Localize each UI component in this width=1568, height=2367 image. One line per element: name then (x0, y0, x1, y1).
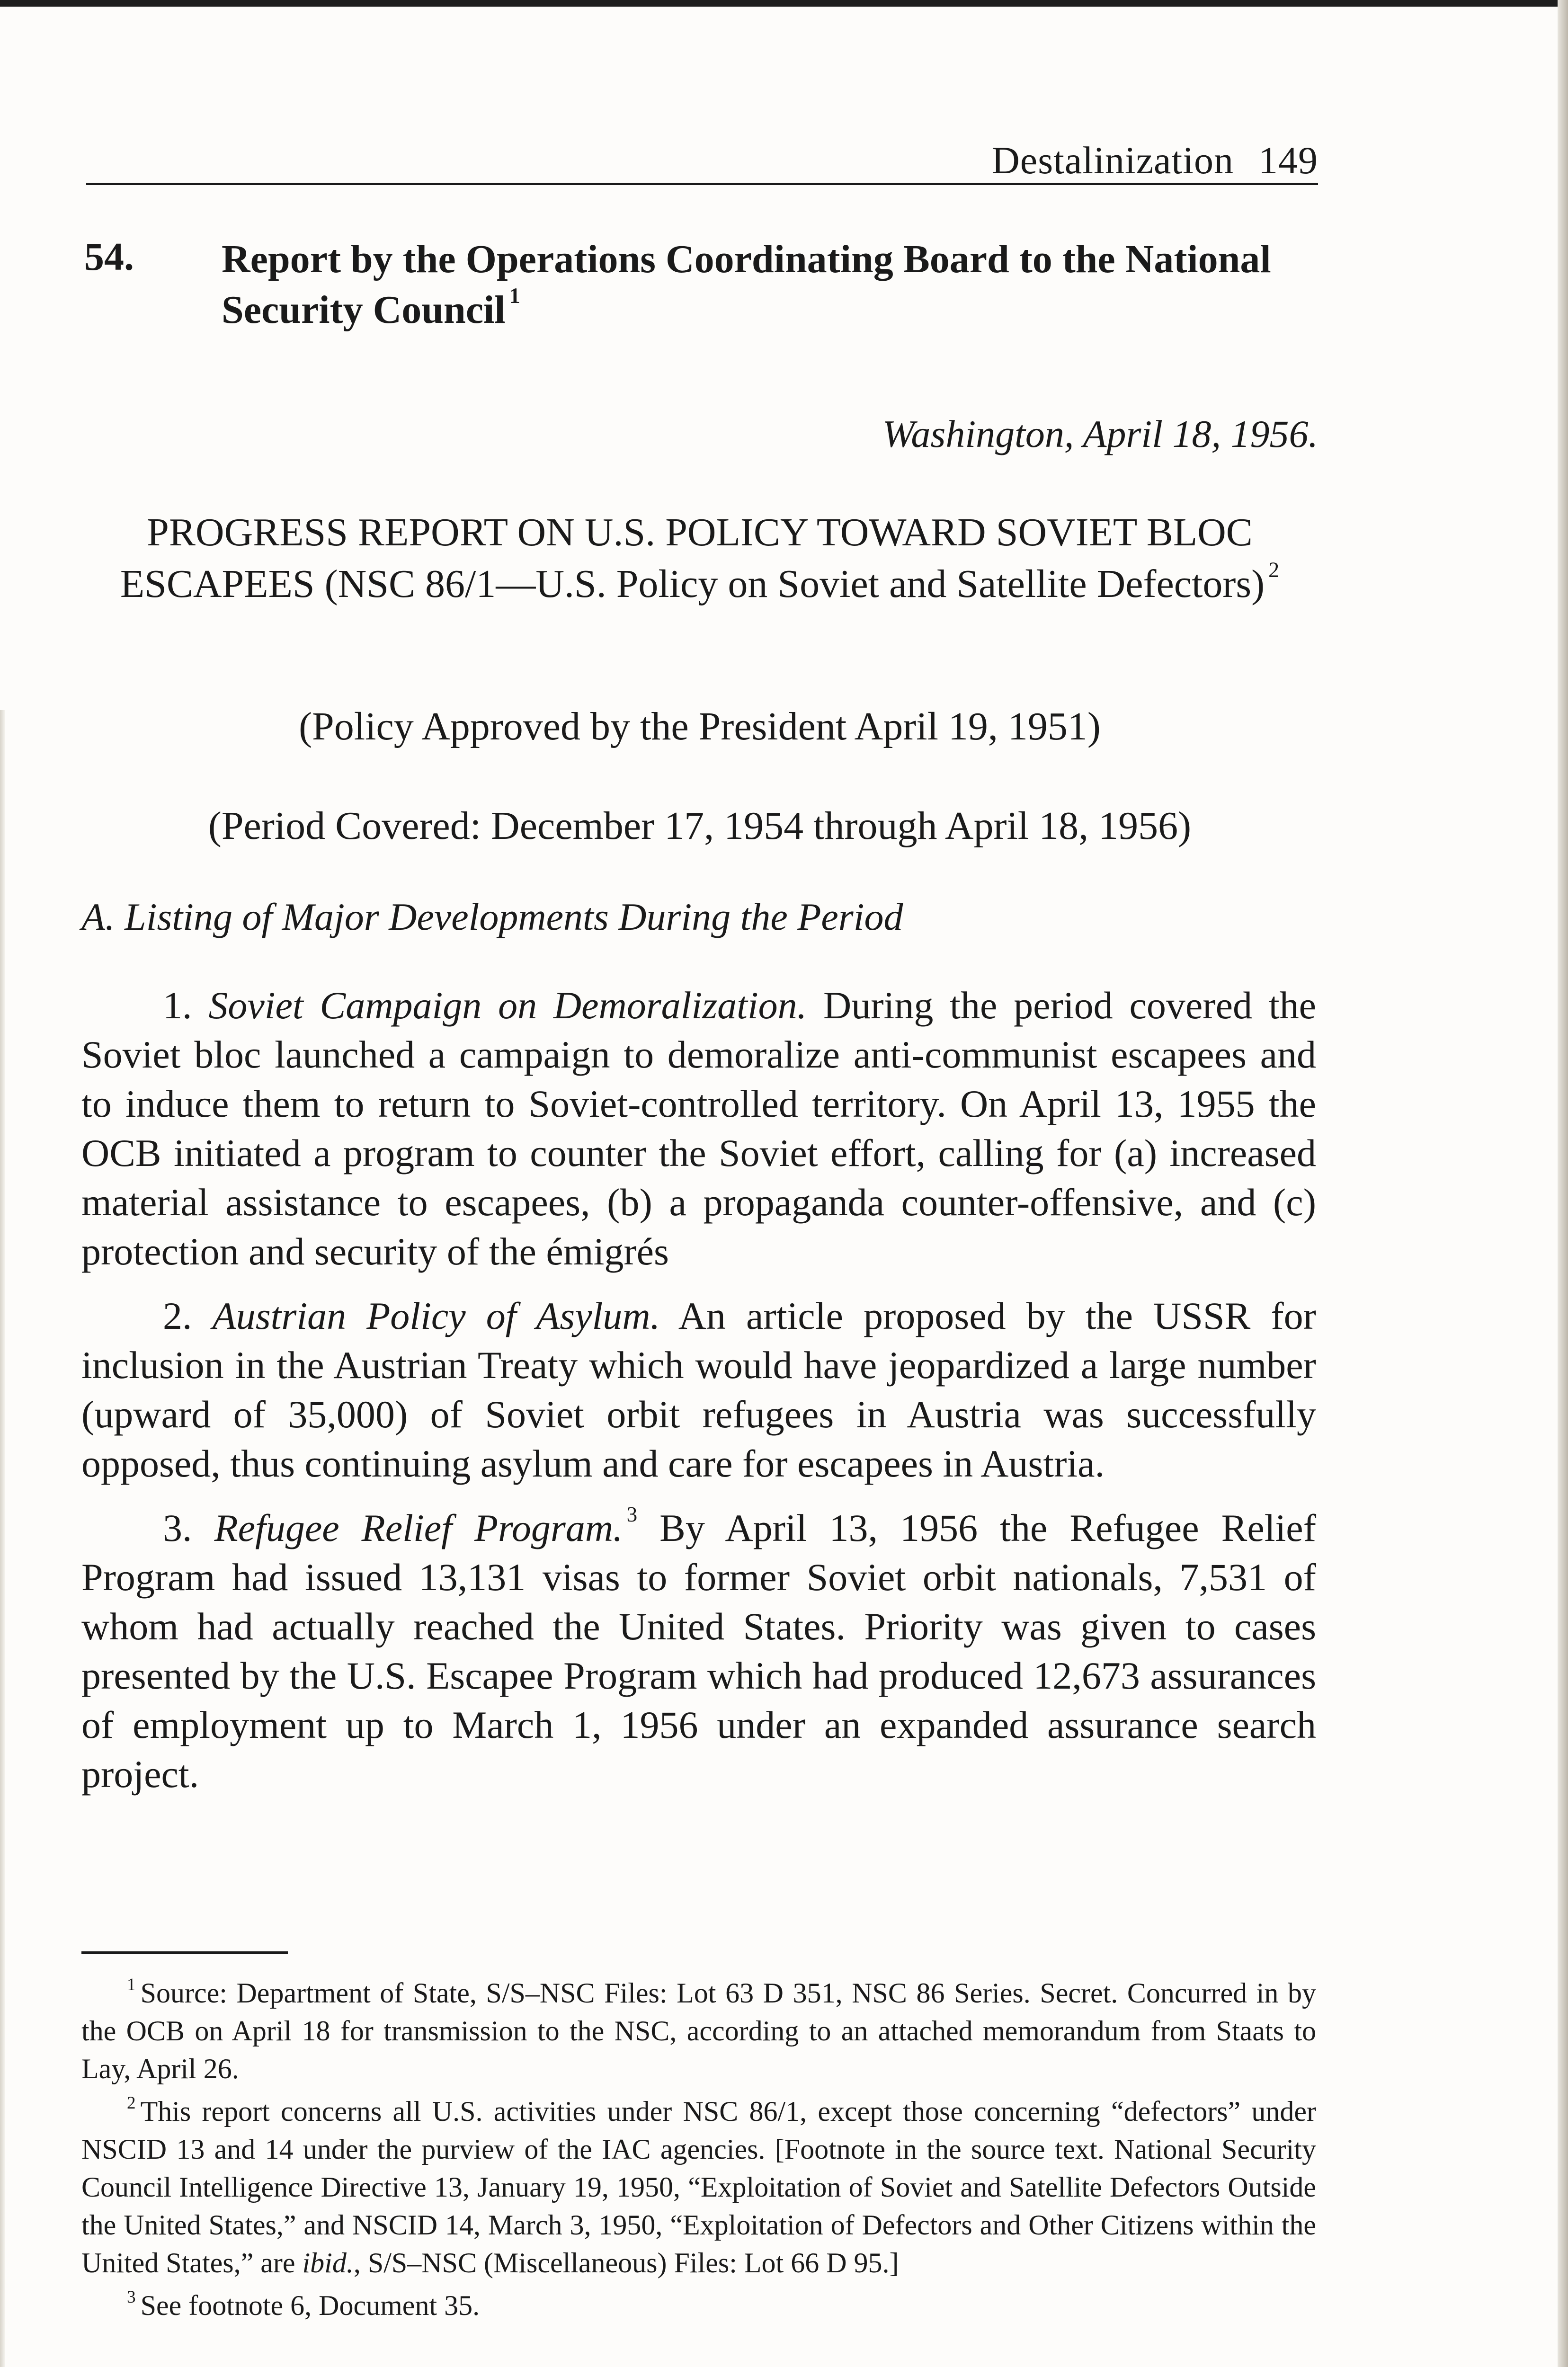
document-title (222, 234, 1287, 335)
footnote-text-after: , S/S–NSC (Miscellaneous) Files: Lot 66 D 95.] (353, 2247, 899, 2278)
paragraph-3 (81, 1504, 1316, 1799)
footnotes (81, 1974, 1316, 2329)
footnote-marker: 3 (127, 2287, 136, 2307)
report-title (81, 507, 1318, 610)
footnote-ref: 3 (626, 1503, 638, 1527)
paragraph-number: 2. (163, 1294, 192, 1337)
paragraph-text: By April 13, 1956 the Refugee Relief Program had issued 13,131 visas to former Soviet orbit nationals, 7,531 of whom had actually reached the United States. Priority was given to cases presented by the U.S. Escapee Program which had produced 12,673 assurances of employment up to March 1, 1956 under an expanded assurance search project. (81, 1506, 1317, 1796)
footnote-text: See footnote 6, Document 35. (140, 2290, 480, 2321)
footnote-marker: 2 (127, 2093, 136, 2113)
footnote-marker: 1 (127, 1975, 136, 1994)
page-right-edge (1558, 0, 1568, 2367)
header-rule (86, 183, 1318, 185)
footnote-rule (81, 1951, 288, 1954)
paragraph-number: 3. (163, 1506, 192, 1549)
footnote-3 (81, 2287, 1316, 2324)
footnote-text: Source: Department of State, S/S–NSC Files: Lot 63 D 351, NSC 86 Series. Secret. Concurred in by the OCB on April 18 for transmission to the NSC, according to an attached memorandum from Staats to Lay, April 26. (81, 1977, 1316, 2084)
paragraph-text: During the period covered the Soviet bloc launched a campaign to demoralize anti-communist escapees and to induce them to return to Soviet-controlled territory. On April 13, 1955 the OCB initiated a program to counter the Soviet effort, calling for (a) increased material assistance to escapees, (b) a propaganda counter-offensive, and (c) protection and security of the émigrés (81, 984, 1317, 1273)
running-head-section: Destalinization (991, 139, 1234, 182)
paragraph-2 (81, 1291, 1316, 1488)
document-number: 54. (84, 235, 134, 279)
footnote-1 (81, 1974, 1316, 2088)
section-heading: A. Listing of Major Developments During the Period (81, 895, 903, 938)
document-title-text: Report by the Operations Coordinating Board to the National Security Council (222, 237, 1271, 332)
policy-approved-line: (Policy Approved by the President April 19, 1951) (299, 704, 1101, 748)
document-page (81, 0, 1318, 2367)
footnote-ref: 1 (509, 284, 520, 308)
page-number: 149 (1258, 139, 1318, 182)
body-text (81, 981, 1316, 1814)
paragraph-heading: Soviet Campaign on Demoralization. (208, 984, 807, 1027)
period-covered-line: (Period Covered: December 17, 1954 through April 18, 1956) (208, 804, 1192, 848)
page-left-edge (0, 710, 5, 2367)
paragraph-heading: Austrian Policy of Asylum. (212, 1294, 660, 1337)
footnote-2 (81, 2092, 1316, 2282)
footnote-text: This report concerns all U.S. activities under NSC 86/1, except those concerning “defectors” under NSCID 13 and 14 under the purview of the IAC agencies. [Footnote in the source text. National Security Council Intelligence Directive 13, January 19, 1950, “Exploitation of Soviet and Satellite Defectors Outside the United States,” and NSCID 14, March 3, 1950, “Exploitation of Defectors and Other Citizens within the United States,” are (81, 2096, 1316, 2278)
paragraph-number: 1. (163, 984, 192, 1027)
running-head (992, 138, 1318, 183)
dateline: Washington, April 18, 1956. (882, 412, 1318, 455)
paragraph-1 (81, 981, 1316, 1276)
footnote-italic: ibid. (302, 2247, 354, 2278)
report-title-text: PROGRESS REPORT ON U.S. POLICY TOWARD SOVIET BLOC ESCAPEES (NSC 86/1—U.S. Policy on Soviet and Satellite Defectors) (120, 510, 1265, 606)
paragraph-heading: Refugee Relief Program. (214, 1506, 623, 1549)
footnote-ref: 2 (1268, 558, 1280, 582)
paragraph-text: An article proposed by the USSR for inclusion in the Austrian Treaty which would have jeopardized a large number (upward of 35,000) of Soviet orbit refugees in Austria was successfully opposed, thus continuing asylum and care for escapees in Austria. (81, 1294, 1316, 1485)
